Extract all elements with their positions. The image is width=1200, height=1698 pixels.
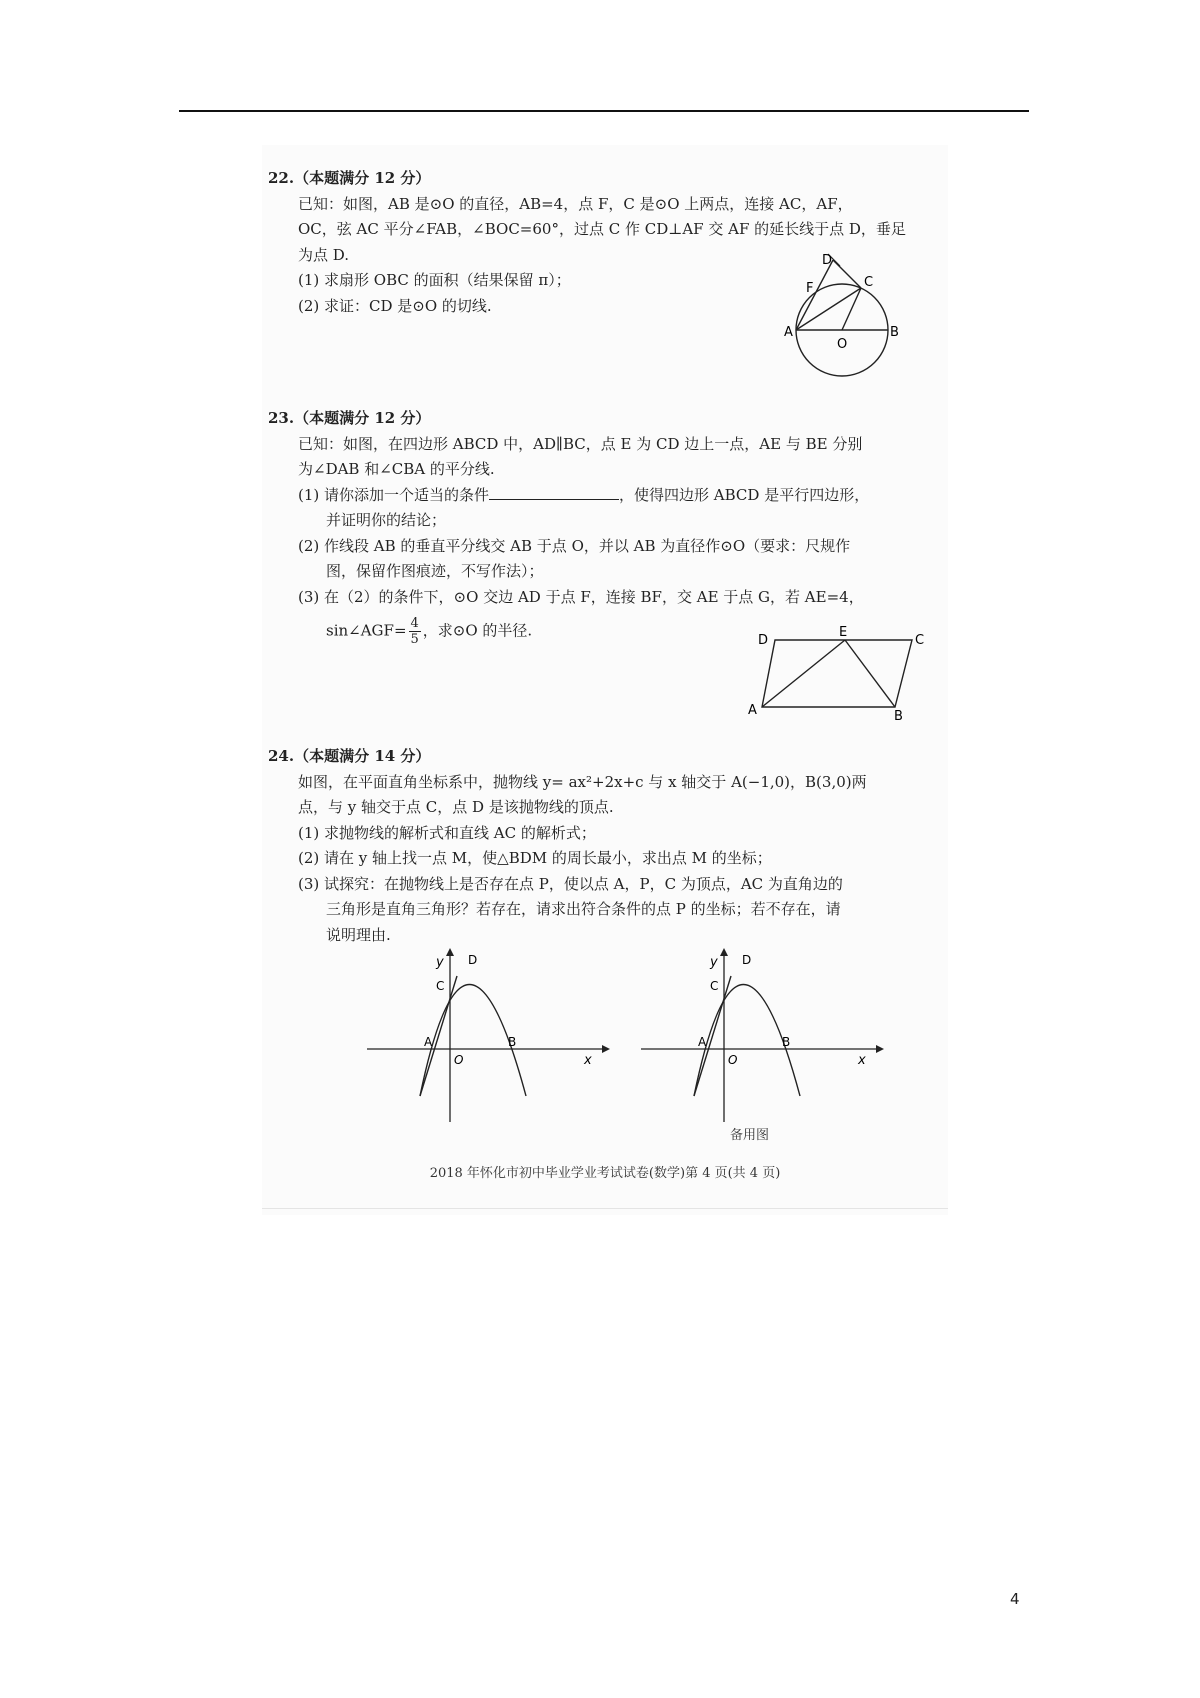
label-y: y: [436, 955, 444, 970]
label-y: y: [710, 955, 718, 970]
q24-part3-a: (3) 试探究：在抛物线上是否存在点 P，使以点 A，P，C 为顶点，AC 为直角边的: [298, 874, 843, 893]
q24-title: 24.（本题满分 14 分）: [268, 747, 431, 765]
label-a: A: [748, 703, 757, 718]
label-a: A: [698, 1035, 707, 1049]
q22-part2: (2) 求证：CD 是⊙O 的切线.: [298, 296, 492, 315]
q23-part3-a: (3) 在（2）的条件下，⊙O 交边 AD 于点 F，连接 BF，交 AE 于点 G，若 AE=4，: [298, 587, 864, 606]
x-axis-arrow: [602, 1045, 610, 1053]
segment-ae: [762, 640, 845, 707]
q22-line1: 已知：如图，AB 是⊙O 的直径，AB=4，点 F，C 是⊙O 上两点，连接 AC，AF，: [298, 194, 853, 213]
label-d: D: [468, 953, 478, 967]
q23-quadrilateral-figure: [740, 622, 940, 726]
q24-line2: 点，与 y 轴交于点 C，点 D 是该抛物线的顶点.: [298, 798, 614, 816]
q22-line3: 为点 D.: [298, 245, 350, 264]
q22-circle-figure: [780, 252, 920, 386]
q23-part1-b: ，使得四边形 ABCD 是平行四边形，: [619, 485, 870, 504]
q24-line1: 如图，在平面直角坐标系中，抛物线 y= ax²+2x+c 与 x 轴交于 A(−1,0)，B(3,0)两: [298, 772, 867, 791]
exam-footer: 2018 年怀化市初中毕业学业考试试卷(数学)第 4 页(共 4 页): [429, 1166, 781, 1181]
label-b: B: [782, 1035, 791, 1049]
y-axis-arrow: [446, 948, 454, 956]
q23-part2-a: (2) 作线段 AB 的垂直平分线交 AB 于点 O，并以 AB 为直径作⊙O（要求：尺规作: [298, 536, 851, 555]
q22-line2: OC，弦 AC 平分∠FAB，∠BOC=60°，过点 C 作 CD⊥AF 交 AF 的延长线于点 D，垂足: [298, 220, 906, 238]
q24-parabola-figure: [362, 946, 612, 1130]
q23-part1-a: (1) 请你添加一个适当的条件: [298, 485, 490, 504]
q24-part3-b: 三角形是直角三角形？若存在，请求出符合条件的点 P 的坐标；若不存在，请: [326, 900, 841, 918]
y-axis-arrow: [720, 948, 728, 956]
page-number: 4: [1010, 1590, 1020, 1608]
label-b: B: [894, 709, 903, 722]
label-o: O: [454, 1053, 464, 1067]
question-24: [268, 744, 933, 948]
label-b: B: [508, 1035, 517, 1049]
q23-sin-label: sin∠AGF=: [326, 621, 407, 640]
fraction-4-5: [409, 616, 421, 647]
label-x: x: [584, 1053, 592, 1068]
label-c: C: [915, 633, 925, 648]
q24-backup-figure: [636, 946, 886, 1130]
label-b: B: [890, 325, 899, 340]
label-a: A: [424, 1035, 433, 1049]
label-d: D: [758, 633, 769, 648]
label-a: A: [784, 325, 793, 340]
fraction-denominator: 5: [410, 632, 419, 647]
fraction-numerator: 4: [410, 616, 419, 631]
label-f: F: [806, 281, 814, 296]
label-d: D: [822, 253, 833, 268]
label-o: O: [728, 1053, 738, 1067]
backup-figure-caption: 备用图: [730, 1128, 770, 1143]
header-rule: [179, 110, 1029, 112]
question-23: [268, 406, 933, 647]
q24-part3-c: 说明理由.: [326, 925, 391, 944]
q22-part1: (1) 求扇形 OBC 的面积（结果保留 π）；: [298, 271, 571, 289]
q22-title: 22.（本题满分 12 分）: [268, 169, 431, 187]
q23-part2-b: 图，保留作图痕迹，不写作法）；: [326, 562, 544, 580]
line-ad: [796, 260, 833, 330]
quadrilateral-abcd: [762, 640, 912, 707]
label-c: C: [864, 275, 874, 290]
label-d: D: [742, 953, 752, 967]
label-x: x: [858, 1053, 866, 1068]
q23-line2: 为∠DAB 和∠CBA 的平分线.: [298, 460, 495, 478]
q23-part3-b-post: ，求⊙O 的半径.: [422, 621, 533, 640]
label-c: C: [436, 979, 445, 993]
x-axis-arrow: [876, 1045, 884, 1053]
answer-blank: [489, 485, 619, 500]
label-c: C: [710, 979, 719, 993]
q24-part1: (1) 求抛物线的解析式和直线 AC 的解析式；: [298, 823, 596, 842]
label-o: O: [837, 337, 848, 352]
q23-part1: [268, 483, 933, 509]
q23-title: 23.（本题满分 12 分）: [268, 409, 431, 427]
q23-part1-c: 并证明你的结论；: [326, 511, 447, 529]
q24-part2: (2) 请在 y 轴上找一点 M，使△BDM 的周长最小，求出点 M 的坐标；: [298, 849, 772, 867]
q23-line1: 已知：如图，在四边形 ABCD 中，AD∥BC，点 E 为 CD 边上一点，AE 与 BE 分别: [298, 434, 863, 453]
segment-be: [845, 640, 895, 707]
label-e: E: [839, 625, 848, 640]
scan-bottom-edge: [262, 1208, 948, 1209]
